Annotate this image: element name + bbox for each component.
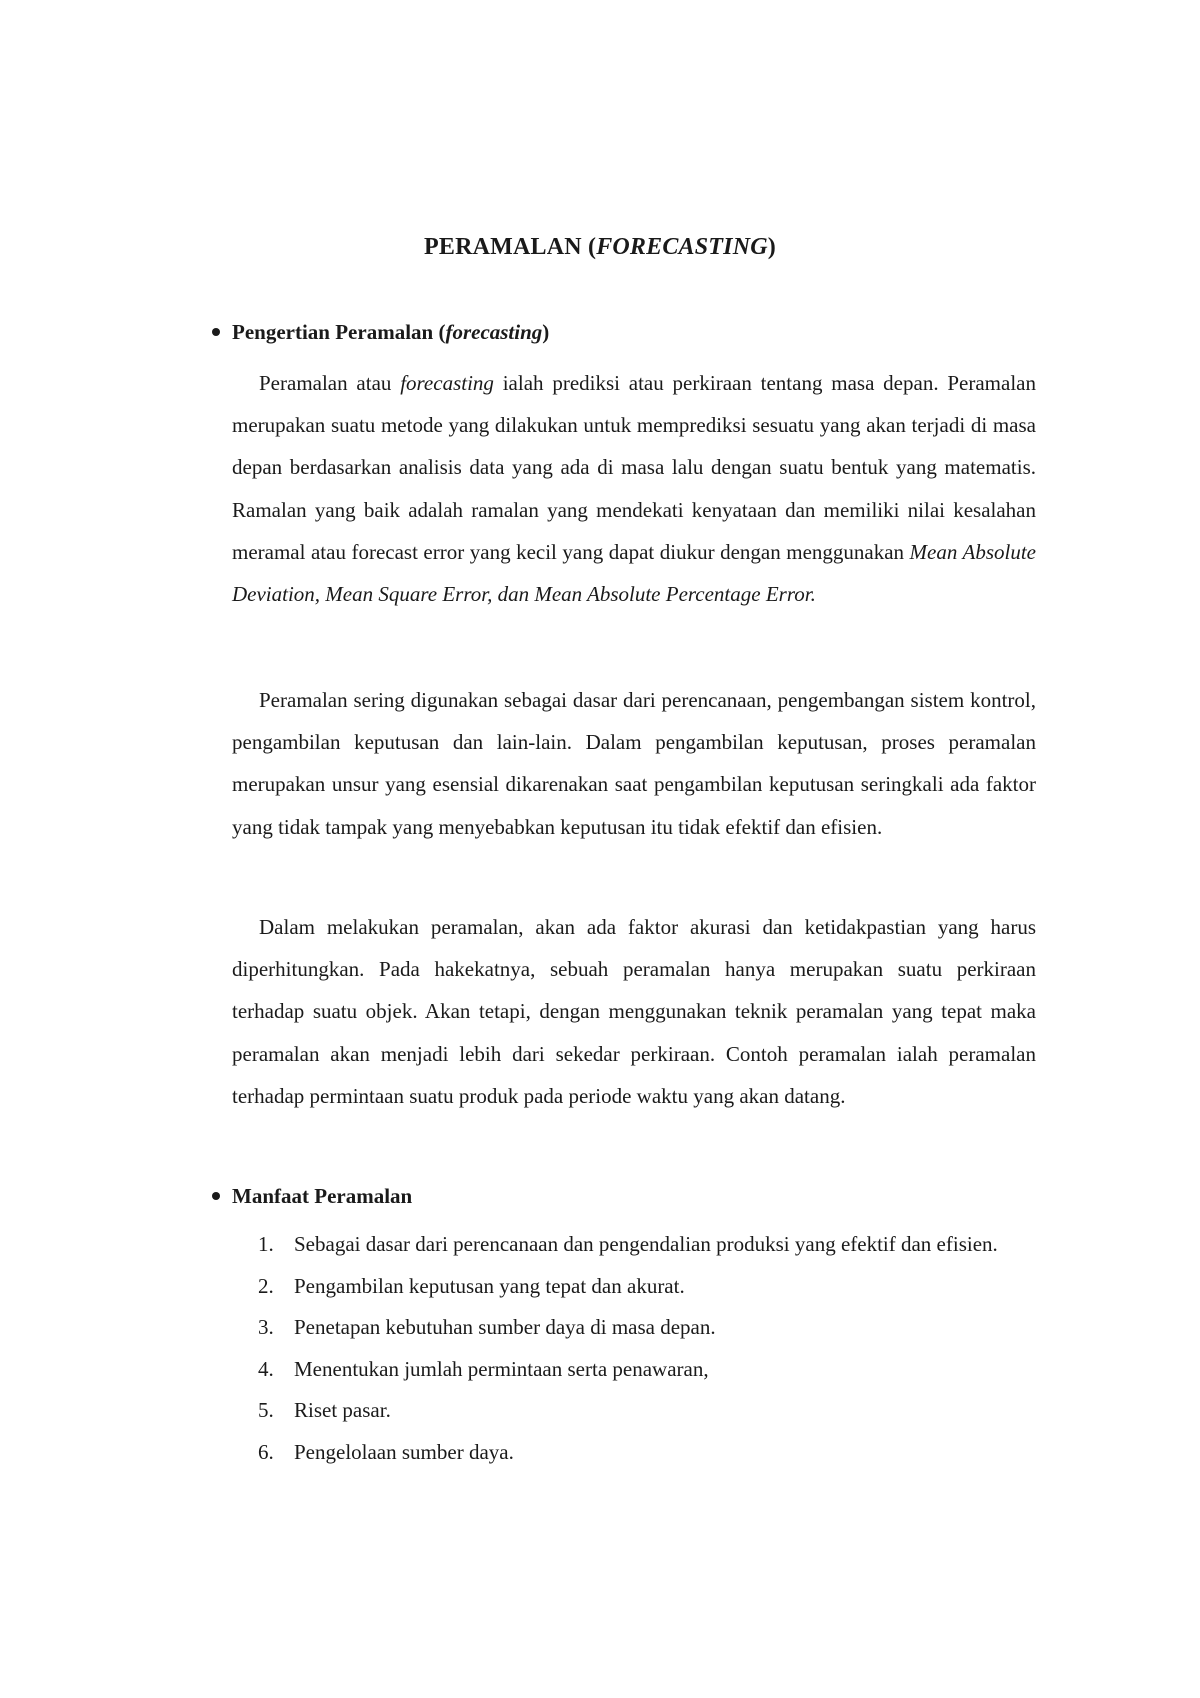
list-text: Menentukan jumlah permintaan serta penawaran,	[294, 1356, 709, 1381]
list-number: 3.	[258, 1315, 274, 1339]
benefits-list	[232, 1224, 1036, 1473]
bullet-icon	[212, 1192, 220, 1200]
para-text: Peramalan atau	[259, 371, 401, 395]
list-item	[232, 1390, 1036, 1432]
para-italic: Mean Absolute Deviation, Mean Square Error, dan Mean Absolute Percentage Error.	[232, 539, 1036, 607]
list-text: Sebagai dasar dari perencanaan dan pengendalian produksi yang efektif dan efisien.	[294, 1232, 998, 1256]
heading-text: Manfaat Peramalan	[232, 1184, 413, 1208]
paragraph-definition	[232, 362, 1036, 615]
list-item	[232, 1307, 1036, 1349]
list-number: 6.	[258, 1439, 274, 1464]
list-text: Penetapan kebutuhan sumber daya di masa depan.	[294, 1315, 716, 1339]
heading-italic: forecasting	[445, 320, 543, 344]
para-text: ialah prediksi atau perkiraan tentang masa depan. Peramalan merupakan suatu metode yang dilakukan untuk memprediksi sesuatu yang akan terjadi di masa depan berdasarkan analisis data yang ada di masa lalu dengan suatu bentuk yang matematis. Ramalan yang baik adalah ramalan yang mendekati kenyataan dan memiliki nilai kesalahan meramal atau forecast error yang kecil yang dapat diukur dengan menggunakan	[232, 371, 1036, 564]
list-text: Pengambilan keputusan yang tepat dan akurat.	[294, 1273, 685, 1298]
heading-main: Pengertian Peramalan (	[232, 320, 446, 344]
list-number: 5.	[258, 1398, 274, 1422]
paragraph-accuracy: Dalam melakukan peramalan, akan ada faktor akurasi dan ketidakpastian yang harus diperhitungkan. Pada hakekatnya, sebuah peramalan hanya merupakan suatu perkiraan terhadap suatu objek. Akan tetapi, dengan menggunakan teknik peramalan yang tepat maka peramalan akan menjadi lebih dari sekedar perkiraan. Contoh peramalan ialah peramalan terhadap permintaan suatu produk pada periode waktu yang akan datang.	[232, 915, 1036, 1108]
list-number: 1.	[258, 1232, 274, 1256]
list-item	[232, 1266, 1036, 1308]
list-item	[232, 1349, 1036, 1391]
para-italic: forecasting	[400, 371, 494, 395]
section-heading-pengertian	[232, 318, 549, 346]
title-close: )	[767, 234, 776, 260]
title-main: PERAMALAN (	[424, 234, 597, 260]
page-title	[0, 232, 1200, 262]
bullet-icon	[212, 328, 220, 336]
list-number: 2.	[258, 1273, 274, 1298]
list-item	[232, 1224, 1036, 1266]
list-text: Pengelolaan sumber daya.	[294, 1439, 514, 1464]
section-heading-manfaat	[232, 1182, 412, 1210]
title-italic: FORECASTING	[596, 234, 768, 260]
paragraph-usage: Peramalan sering digunakan sebagai dasar dari perencanaan, pengembangan sistem kontrol, pengambilan keputusan dan lain-lain. Dalam pengambilan keputusan, proses peramalan merupakan unsur yang esensial dikarenakan saat pengambilan keputusan seringkali ada faktor yang tidak tampak yang menyebabkan keputusan itu tidak efektif dan efisien.	[232, 688, 1036, 839]
list-text: Riset pasar.	[294, 1398, 391, 1422]
list-number: 4.	[258, 1356, 274, 1381]
list-item	[232, 1432, 1036, 1474]
heading-close: )	[542, 320, 550, 344]
